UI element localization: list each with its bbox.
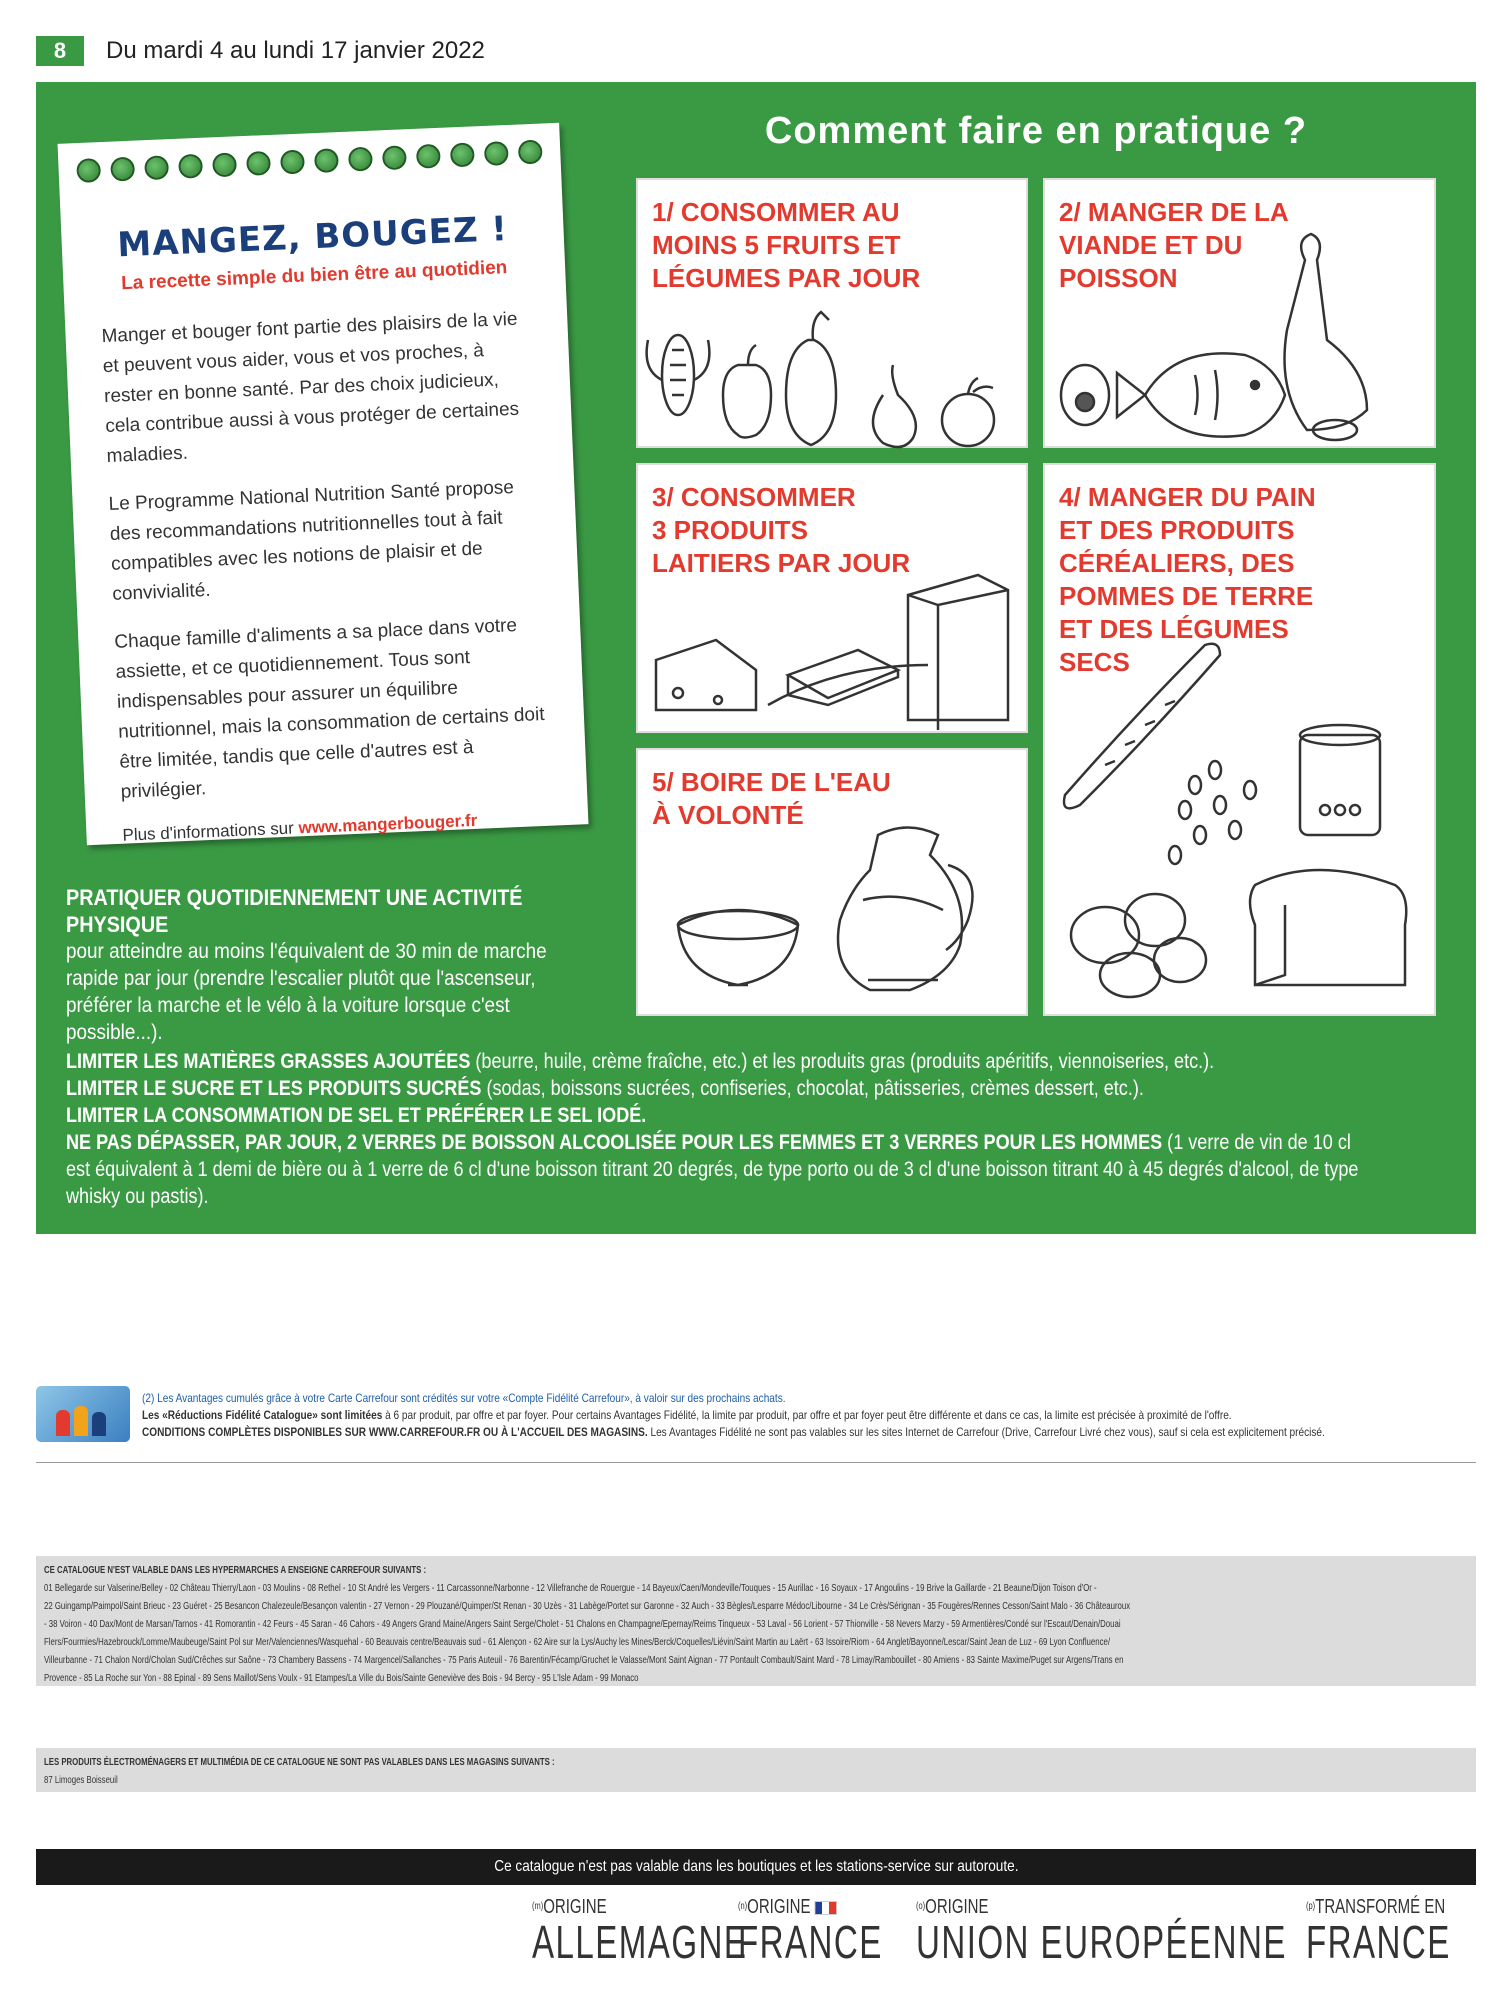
notebook-rings [76,140,543,183]
stores-heading: CE CATALOGUE N'EST VALABLE DANS LES HYPERMARCHES A ENSEIGNE CARREFOUR SUIVANTS : [44,1565,427,1576]
autoroute-notice [36,1849,1476,1885]
autoroute-notice-text: Ce catalogue n'est pas valable dans les boutiques et les stations-service sur autoroute. [493,1858,1019,1875]
ring-icon [348,147,373,172]
origin-mark: (n) [738,1901,748,1912]
ring-icon [484,141,509,166]
box-bread-cereals [1043,463,1436,1016]
fidelity-line2-bold: Les «Réductions Fidélité Catalogue» sont limitées [142,1408,383,1422]
box4-title [1059,481,1316,679]
box-title-line: À VOLONTÉ [652,800,804,830]
card-subtitle: La recette simple du bien être au quotidien [120,257,508,295]
ring-icon [110,157,135,182]
limit-text: (beurre, huile, crème fraîche, etc.) et les produits gras (produits apéritifs, viennoiseries, etc.). [470,1050,1215,1073]
limit-bold: NE PAS DÉPASSER, PAR JOUR, 2 VERRES DE BOISSON ALCOOLISÉE POUR LES FEMMES ET 3 VERRES POUR LES HOMMES [66,1131,1163,1154]
ring-icon [212,152,237,177]
box-fruits-vegetables [636,178,1028,448]
origin-label: ORIGINE [543,1896,607,1918]
mangerbouger-link[interactable]: www.mangerbouger.fr [298,810,478,838]
stores-line: Provence - 85 La Roche sur Yon - 88 Epinal - 89 Sens Maillot/Sens Voulx - 91 Etampes/La Ville du Bois/Sainte Geneviève des Bois - 94 Bercy - 95 L'Isle Adam - 99 Monaco [44,1673,639,1684]
physical-activity-block [66,884,570,1046]
origin-mark: (p) [1306,1901,1316,1912]
ring-icon [382,145,407,170]
box-title-line: 3/ CONSOMMER [652,482,856,512]
origin-label: ORIGINE [747,1896,811,1918]
limit-bold: LIMITER LES MATIÈRES GRASSES AJOUTÉES [66,1050,471,1073]
electro-heading: LES PRODUITS ÉLECTROMÉNAGERS ET MULTIMÉDIA DE CE CATALOGUE NE SONT PAS VALABLES DANS LES MAGASINS SUIVANTS : [44,1757,555,1768]
card-paragraph: Manger et bouger font partie des plaisirs de la vie et peuvent vous aider, vous et vos proches, à rester en bonne santé. Par des choix judicieux, cela contribue aussi à vous protéger de certaines maladies. [101,308,520,468]
box-title-line: LAITIERS PAR JOUR [652,548,911,578]
origin-france [738,1896,939,1966]
fidelity-line1: (2) Les Avantages cumulés grâce à votre Carte Carrefour sont crédités sur votre «Compte Fidélité Carrefour», à valoir sur des prochains achats. [142,1391,786,1405]
limit-text: (sodas, boissons sucrées, confiseries, chocolat, pâtisseries, crèmes dessert, etc.). [481,1077,1144,1100]
box5-title [652,766,891,832]
fidelity-line2 [142,1407,1452,1424]
ring-icon [314,148,339,173]
fidelity-line3-bold: CONDITIONS COMPLÈTES DISPONIBLES SUR WWW.CARREFOUR.FR OU À L'ACCUEIL DES MAGASINS. [142,1425,648,1439]
stores-line: Flers/Fourmies/Hazebrouck/Lomme/Maubeuge/Saint Pol sur Mer/Valenciennes/Wasquehal - 60 Beauvais centre/Beauvais sud - 61 Alençon - 62 Aire sur la Lys/Auchy les Mines/Berck/Coquelles/Liévin/Saint Martin au Laërt - 63 Issoire/Riom - 64 Anglet/Bayonne/Lescar/Saint Jean de Luz - 69 Lyon Confluence/ [44,1637,1110,1648]
origin-mark: (m) [532,1901,544,1912]
ring-icon [144,155,169,180]
card-paragraph: Chaque famille d'aliments a sa place dans votre assiette, et ce quotidiennement. Tous sont indispensables pour assurer un équilibre nutritionnel, mais la consommation de certains doit être limitée, tandis que celle d'autres est à privilégier. [114,615,545,803]
card-title: MANGEZ, BOUGEZ ! [116,209,509,266]
stores-line: 22 Guingamp/Paimpol/Saint Brieuc - 23 Guéret - 25 Besancon Chalezeule/Besançon valentin - 27 Vernon - 29 Plouzané/Quimper/St Renan - 30 Uzès - 31 Labège/Portet sur Garonne - 32 Auch - 33 Bègles/Lesparre Médoc/Libourne - 34 Le Crès/Sérignan - 35 Fougères/Rennes Cesson/Saint Malo - 36 Châteauroux [44,1601,1131,1612]
limit-bold: LIMITER LA CONSOMMATION DE SEL ET PRÉFÉRER LE SEL IODÉ. [66,1104,647,1127]
origin-country: ALLEMAGNE [532,1916,748,1968]
limit-bold: LIMITER LE SUCRE ET LES PRODUITS SUCRÉS [66,1077,482,1100]
electro-exclusions [36,1748,1476,1792]
origin-country: FRANCE [1306,1916,1451,1968]
activity-heading: PRATIQUER QUOTIDIENNEMENT UNE ACTIVITÉ PHYSIQUE [66,885,523,937]
page-number: 8 [36,36,84,66]
fidelity-notice [142,1390,1452,1441]
origin-country: UNION EUROPÉENNE [916,1916,1287,1968]
origin-label: TRANSFORMÉ EN [1315,1896,1446,1918]
french-flag-icon [815,1901,838,1915]
stores-text [44,1562,1448,1688]
carrefour-card-icon [36,1386,130,1442]
origin-country: FRANCE [738,1916,883,1968]
fidelity-line3 [142,1424,1452,1441]
box-water [636,748,1028,1016]
origin-mark: (o) [916,1901,926,1912]
limit-item [66,1129,1365,1210]
notebook-card [58,123,589,845]
electro-text [44,1754,1448,1790]
more-info-prefix: Plus d'informations sur [122,818,299,845]
ring-icon [178,154,203,179]
box-meat-fish [1043,178,1436,448]
limit-text: (1 verre de vin de 10 cl est équivalent à 1 demi de bière ou à 1 verre de 6 cl d'une boisson titrant 20 degrés, de type porto ou de 3 cl d'une boisson titrant 40 à 45 degrés d'alcool, de type whisky ou pastis). [66,1131,1359,1208]
ring-icon [280,150,305,175]
box2-title [1059,196,1289,295]
limit-item [66,1075,1365,1102]
ring-icon [450,142,475,167]
ring-icon [76,158,101,183]
activity-text: pour atteindre au moins l'équivalent de 30 min de marche rapide par jour (prendre l'escalier plutôt que l'ascenseur, préférer la marche et le vélo à la voiture lorsque c'est possible...). [66,940,547,1044]
box3-title [652,481,910,580]
box-title-line: ET DES PRODUITS [1059,515,1295,545]
stores-line: - 38 Voiron - 40 Dax/Mont de Marsan/Tarnos - 41 Romorantin - 42 Feurs - 45 Saran - 46 Cahors - 49 Angers Grand Maine/Angers Saint Serge/Cholet - 51 Chalons en Champagne/Epernay/Reims Tinqueux - 53 Laval - 56 Lorient - 57 Thionville - 58 Nevers Marzy - 59 Armentières/Condé sur l'Escaut/Denain/Douai [44,1619,1121,1630]
box-title-line: 2/ MANGER DE LA [1059,197,1289,227]
limits-block [66,1048,1365,1210]
limit-item [66,1048,1365,1075]
box-title-line: LÉGUMES PAR JOUR [652,263,921,293]
box-title-line: 3 PRODUITS [652,515,809,545]
box-title-line: ET DES LÉGUMES [1059,614,1289,644]
ring-icon [416,144,441,169]
box1-title [652,196,920,295]
origin-transformed-france [1306,1896,1507,1966]
fidelity-line2-text: à 6 par produit, par offre et par foyer. Pour certains Avantages Fidélité, la limite par produit, par offre et par foyer peut être différente et dans ce cas, la limite est précisée à proximité de l'offre. [382,1408,1232,1422]
ring-icon [246,151,271,176]
main-title: Comment faire en pratique ? [764,110,1308,152]
box-title-line: MOINS 5 FRUITS ET [652,230,901,260]
box-title-line: SECS [1059,647,1130,677]
box-title-line: CÉRÉALIERS, DES [1059,548,1295,578]
box-dairy [636,463,1028,733]
box-title-line: POMMES DE TERRE [1059,581,1314,611]
stores-line: Villeurbanne - 71 Chalon Nord/Cholan Sud/Crêches sur Saône - 73 Chambery Bassens - 74 Margencel/Sallanches - 75 Paris Auteuil - 76 Barentin/Fécamp/Gruchet le Valasse/Mont Saint Aignan - 77 Pontault Combault/Saint Mard - 78 Limay/Rambouillet - 80 Amiens - 83 Sainte Maxime/Puget sur Argens/Trans en [44,1655,1124,1666]
stores-line: 01 Bellegarde sur Valserine/Belley - 02 Château Thierry/Laon - 03 Moulins - 08 Rethel - 10 St André les Vergers - 11 Carcassonne/Narbonne - 12 Villefranche de Rouergue - 14 Bayeux/Caen/Mondeville/Touques - 15 Aurillac - 16 Soyaux - 17 Angoulins - 19 Brive la Gaillarde - 21 Beaune/Dijon Toison d'Or - [44,1583,1097,1594]
card-paragraph: Le Programme National Nutrition Santé propose des recommandations nutritionnelles tout à fait compatibles avec les notions de plaisir et de convivialité. [108,477,515,605]
divider [36,1462,1476,1463]
box-title-line: 1/ CONSOMMER AU [652,197,900,227]
electro-line: 87 Limoges Boisseuil [44,1775,118,1786]
box-title-line: VIANDE ET DU [1059,230,1243,260]
ring-icon [518,140,543,165]
fidelity-line3-text: Les Avantages Fidélité ne sont pas valables sur les sites Internet de Carrefour (Drive, Carrefour Livré chez vous), sauf si cela est explicitement précisé. [647,1425,1325,1439]
origin-label: ORIGINE [925,1896,989,1918]
box-title-line: POISSON [1059,263,1178,293]
header-date: Du mardi 4 au lundi 17 janvier 2022 [106,37,485,64]
box-title-line: 5/ BOIRE DE L'EAU [652,767,891,797]
limit-item [66,1102,1365,1129]
box-title-line: 4/ MANGER DU PAIN [1059,482,1316,512]
stores-list [36,1556,1476,1686]
